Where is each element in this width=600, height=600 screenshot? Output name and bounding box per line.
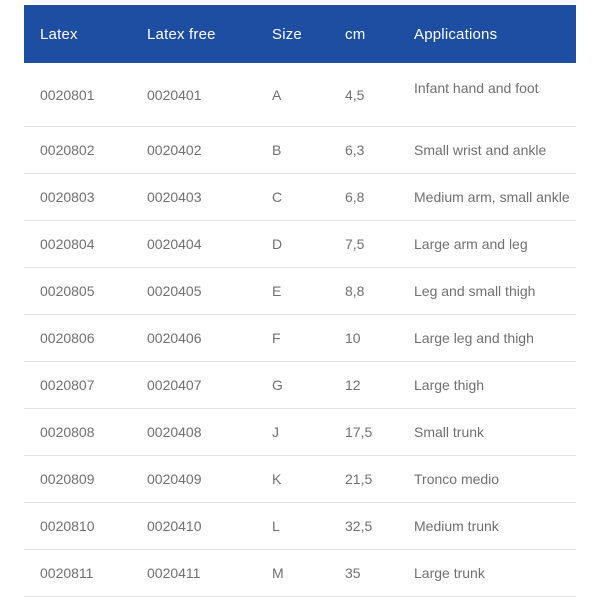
table-row: [24, 503, 576, 550]
cell-cm: 17,5: [345, 409, 414, 456]
table-body: [24, 63, 576, 597]
cell-cm: 12: [345, 362, 414, 409]
cell-size: C: [272, 174, 345, 221]
table-row: [24, 456, 576, 503]
table-header: [24, 5, 576, 63]
table-row: [24, 268, 576, 315]
cell-cm: 35: [345, 550, 414, 597]
table-row: [24, 221, 576, 268]
cell-cm: 32,5: [345, 503, 414, 550]
product-size-table-container: [24, 5, 576, 597]
cell-applications: Medium arm, small ankle: [414, 174, 576, 221]
header-latex-free: Latex free: [147, 5, 272, 63]
table-row: [24, 550, 576, 597]
cell-applications: Medium trunk: [414, 503, 576, 550]
cell-size: E: [272, 268, 345, 315]
cell-latex: 0020807: [24, 362, 147, 409]
cell-latex-free: 0020403: [147, 174, 272, 221]
cell-latex-free: 0020407: [147, 362, 272, 409]
cell-latex: 0020806: [24, 315, 147, 362]
header-size: Size: [272, 5, 345, 63]
cell-cm: 6,8: [345, 174, 414, 221]
product-size-table: [24, 5, 576, 597]
cell-latex-free: 0020411: [147, 550, 272, 597]
cell-latex-free: 0020409: [147, 456, 272, 503]
cell-applications: Large arm and leg: [414, 221, 576, 268]
cell-latex-free: 0020402: [147, 127, 272, 174]
cell-latex-free: 0020408: [147, 409, 272, 456]
cell-cm: 7,5: [345, 221, 414, 268]
cell-latex: 0020804: [24, 221, 147, 268]
cell-latex: 0020805: [24, 268, 147, 315]
table-row: [24, 63, 576, 127]
header-latex: Latex: [24, 5, 147, 63]
cell-latex: 0020803: [24, 174, 147, 221]
cell-applications: Large trunk: [414, 550, 576, 597]
cell-latex-free: 0020404: [147, 221, 272, 268]
cell-size: M: [272, 550, 345, 597]
table-row: [24, 362, 576, 409]
cell-applications: Large leg and thigh: [414, 315, 576, 362]
cell-latex-free: 0020410: [147, 503, 272, 550]
table-row: [24, 315, 576, 362]
header-row: [24, 5, 576, 63]
cell-size: B: [272, 127, 345, 174]
cell-applications: Large thigh: [414, 362, 576, 409]
cell-cm: 4,5: [345, 63, 414, 127]
header-cm: cm: [345, 5, 414, 63]
cell-latex: 0020810: [24, 503, 147, 550]
cell-latex: 0020811: [24, 550, 147, 597]
cell-applications: Small wrist and ankle: [414, 127, 576, 174]
cell-applications: Leg and small thigh: [414, 268, 576, 315]
cell-size: D: [272, 221, 345, 268]
cell-size: F: [272, 315, 345, 362]
table-row: [24, 174, 576, 221]
cell-latex: 0020801: [24, 63, 147, 127]
table-row: [24, 409, 576, 456]
cell-latex: 0020802: [24, 127, 147, 174]
header-applications: Applications: [414, 5, 576, 63]
cell-latex: 0020809: [24, 456, 147, 503]
cell-size: L: [272, 503, 345, 550]
cell-size: J: [272, 409, 345, 456]
cell-applications: Tronco medio: [414, 456, 576, 503]
cell-cm: 6,3: [345, 127, 414, 174]
cell-cm: 21,5: [345, 456, 414, 503]
cell-cm: 8,8: [345, 268, 414, 315]
cell-applications: Small trunk: [414, 409, 576, 456]
cell-latex-free: 0020405: [147, 268, 272, 315]
cell-latex: 0020808: [24, 409, 147, 456]
cell-latex-free: 0020401: [147, 63, 272, 127]
cell-size: K: [272, 456, 345, 503]
cell-applications: Infant hand and foot: [414, 63, 576, 127]
cell-latex-free: 0020406: [147, 315, 272, 362]
cell-size: A: [272, 63, 345, 127]
cell-cm: 10: [345, 315, 414, 362]
cell-size: G: [272, 362, 345, 409]
table-row: [24, 127, 576, 174]
